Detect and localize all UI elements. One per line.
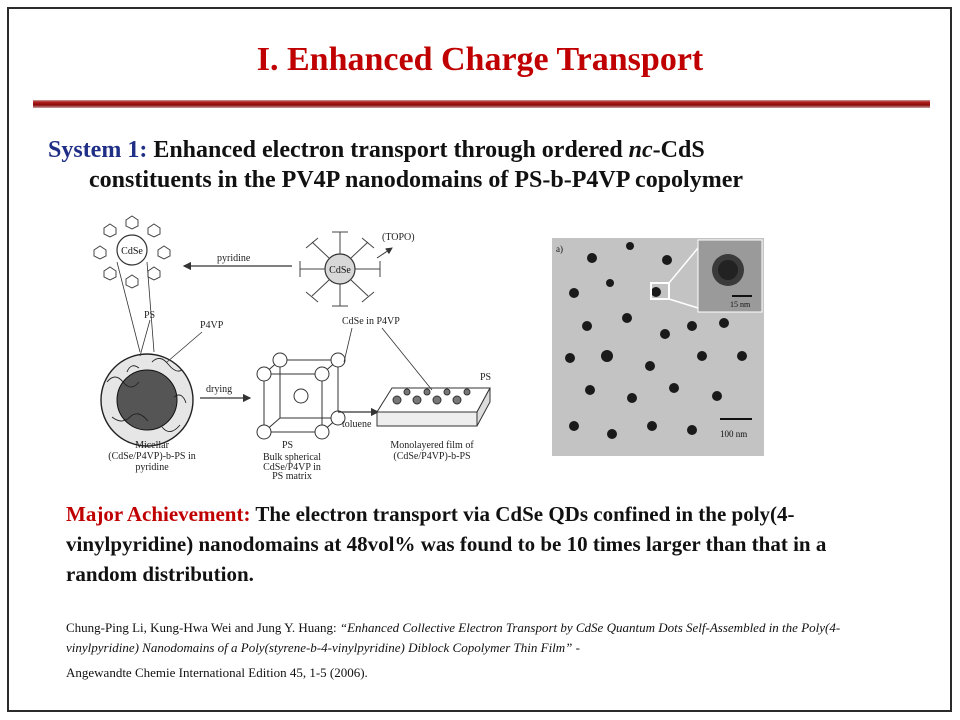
citation-journal: Angewandte Chemie International Edition 45, 1-5 (2006). bbox=[66, 665, 368, 680]
system-line1: Enhanced electron transport through ordered bbox=[153, 137, 629, 163]
bulk-caption-3: PS matrix bbox=[272, 471, 312, 480]
p4vp-label: P4VP bbox=[200, 320, 224, 331]
toluene-label: toluene bbox=[342, 419, 372, 430]
bulk-lattice-cube bbox=[257, 353, 345, 439]
drying-label: drying bbox=[206, 384, 233, 395]
cdse-right-label: CdSe bbox=[329, 265, 351, 276]
tem-micrograph bbox=[552, 238, 764, 456]
achievement-end: . bbox=[248, 562, 254, 586]
micellar-caption-2: (CdSe/P4VP)-b-PS in bbox=[108, 451, 196, 462]
title-divider bbox=[33, 100, 930, 108]
system-nc: nc bbox=[628, 137, 653, 163]
topo-label: (TOPO) bbox=[382, 232, 415, 243]
citation-title: “Enhanced Collective Electron Transport by CdSe Quantum Dots Self-Assembled in the Poly(4-vinylpyridine) Nanodomains of a Poly(styrene-b-4-vinylpyridine) Diblock Copolymer Thin Film” bbox=[66, 620, 841, 655]
tem-panel-label: a) bbox=[556, 244, 563, 254]
micellar-caption-3: pyridine bbox=[135, 462, 169, 473]
achievement-text: The electron transport via CdSe QDs confined in the poly(4-vinylpyridine) nanodomains at 48vol% was found to be 10 times larger than that in a random distribution bbox=[66, 502, 827, 586]
ps-bulk-label: PS bbox=[282, 440, 294, 451]
monolayer-film bbox=[377, 388, 490, 426]
ps-film-label: PS bbox=[480, 372, 492, 383]
pyridine-label: pyridine bbox=[217, 253, 251, 264]
citation-sep: - bbox=[572, 640, 581, 655]
citation-authors: Chung-Ping Li, Kung-Hwa Wei and Jung Y. Huang: bbox=[66, 620, 340, 635]
citation bbox=[66, 618, 896, 683]
cdse-in-p4vp-label: CdSe in P4VP bbox=[342, 316, 400, 327]
system-heading bbox=[48, 135, 928, 195]
ps-top-label: PS bbox=[144, 310, 156, 321]
slide-title: I. Enhanced Charge Transport bbox=[256, 41, 704, 78]
achievement-paragraph bbox=[66, 499, 866, 589]
achievement-label: Major Achievement: bbox=[66, 502, 251, 526]
cdse-pyridine-particle bbox=[94, 216, 170, 288]
self-assembly-schematic bbox=[92, 212, 492, 480]
bulk-caption-2: CdSe/P4VP in bbox=[263, 462, 321, 473]
micelle-illustration bbox=[101, 354, 193, 446]
micellar-caption-1: Micellar bbox=[135, 440, 169, 451]
tem-inset bbox=[698, 240, 762, 312]
mono-caption-2: (CdSe/P4VP)-b-PS bbox=[393, 451, 471, 462]
system-line2: constituents in the PV4P nanodomains of PS-b-P4VP copolymer bbox=[89, 167, 744, 193]
cdse-left-label: CdSe bbox=[121, 246, 143, 257]
cdse-topo-particle bbox=[300, 232, 380, 306]
system-line1-tail: -CdS bbox=[652, 137, 705, 163]
system-label: System 1: bbox=[48, 137, 148, 163]
tem-inset-scale: 15 nm bbox=[730, 300, 751, 309]
bulk-caption-1: Bulk spherical bbox=[262, 452, 322, 463]
mono-caption-1: Monolayered film of bbox=[390, 440, 474, 451]
tem-main-scale: 100 nm bbox=[720, 429, 748, 439]
